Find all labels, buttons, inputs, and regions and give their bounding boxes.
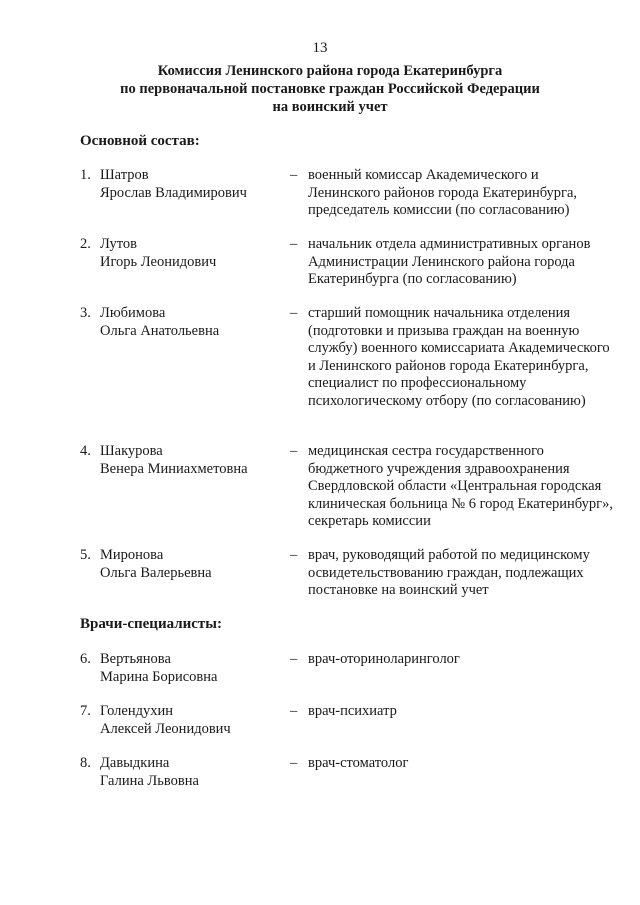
member-number: 8.	[80, 755, 91, 771]
title-line-3: на воинский учет	[272, 99, 388, 115]
member-surname: Миронова	[100, 547, 164, 563]
member-name	[100, 755, 280, 790]
member-role: начальник отдела административных органов Администрации Ленинского района города Екатеринбурга (по согласованию)	[308, 236, 591, 287]
member-role: врач-психиатр	[308, 703, 397, 719]
member-name	[100, 703, 280, 738]
member-number: 4.	[80, 443, 91, 459]
member-number: 2.	[80, 236, 91, 252]
member-name	[100, 443, 280, 478]
member-given-name: Ольга Анатольевна	[100, 322, 220, 339]
dash-separator: –	[290, 236, 298, 252]
member-role: врач-оториноларинголог	[308, 651, 460, 667]
member-given-name: Марина Борисовна	[100, 668, 218, 685]
member-given-name: Алексей Леонидович	[100, 720, 231, 737]
member-number: 5.	[80, 547, 91, 563]
member-given-name: Ярослав Владимирович	[100, 184, 247, 201]
member-role: медицинская сестра государственного бюджетного учреждения здравоохранения Свердловской области «Центральная городская клиническая больница № 6 город Екатеринбург», секретарь комиссии	[308, 443, 613, 529]
member-name	[100, 651, 280, 686]
member-given-name: Галина Львовна	[100, 772, 199, 789]
member-surname: Вертьянова	[100, 651, 171, 667]
page-number: 13	[312, 40, 328, 56]
member-name	[100, 236, 280, 271]
title-line-2: по первоначальной постановке граждан Российской Федерации	[120, 81, 540, 97]
dash-separator: –	[290, 167, 298, 183]
dash-separator: –	[290, 305, 298, 321]
title-line-1: Комиссия Ленинского района города Екатеринбурга	[157, 63, 503, 79]
member-role: врач, руководящий работой по медицинскому освидетельствованию граждан, подлежащих постановке на воинский учет	[308, 547, 590, 598]
member-number: 7.	[80, 703, 91, 719]
member-surname: Давыдкина	[100, 755, 170, 771]
member-role: военный комиссар Академического и Ленинского районов города Екатеринбурга, председатель комиссии (по согласованию)	[308, 167, 578, 218]
member-surname: Шатров	[100, 167, 149, 183]
member-surname: Любимова	[100, 305, 166, 321]
member-surname: Лутов	[100, 236, 137, 252]
dash-separator: –	[290, 547, 298, 563]
member-role: врач-стоматолог	[308, 755, 409, 771]
member-name	[100, 547, 280, 582]
member-name	[100, 305, 280, 340]
member-given-name: Ольга Валерьевна	[100, 564, 212, 581]
member-surname: Шакурова	[100, 443, 163, 459]
member-given-name: Игорь Леонидович	[100, 253, 217, 270]
member-role: старший помощник начальника отделения (подготовки и призыва граждан на военную службу) военного комиссариата Академического и Ленинского районов города Екатеринбурга, специалист по профессиональному психологическому отбору (по согласованию)	[308, 305, 610, 409]
member-number: 3.	[80, 305, 91, 321]
dash-separator: –	[290, 703, 298, 719]
section-heading-main: Основной состав:	[80, 133, 200, 149]
section-heading-specialists: Врачи-специалисты:	[80, 616, 223, 632]
dash-separator: –	[290, 755, 298, 771]
member-given-name: Венера Миниахметовна	[100, 460, 248, 477]
member-name	[100, 167, 280, 202]
document-title	[80, 62, 580, 116]
member-number: 6.	[80, 651, 91, 667]
member-surname: Голендухин	[100, 703, 173, 719]
member-number: 1.	[80, 167, 91, 183]
dash-separator: –	[290, 443, 298, 459]
dash-separator: –	[290, 651, 298, 667]
